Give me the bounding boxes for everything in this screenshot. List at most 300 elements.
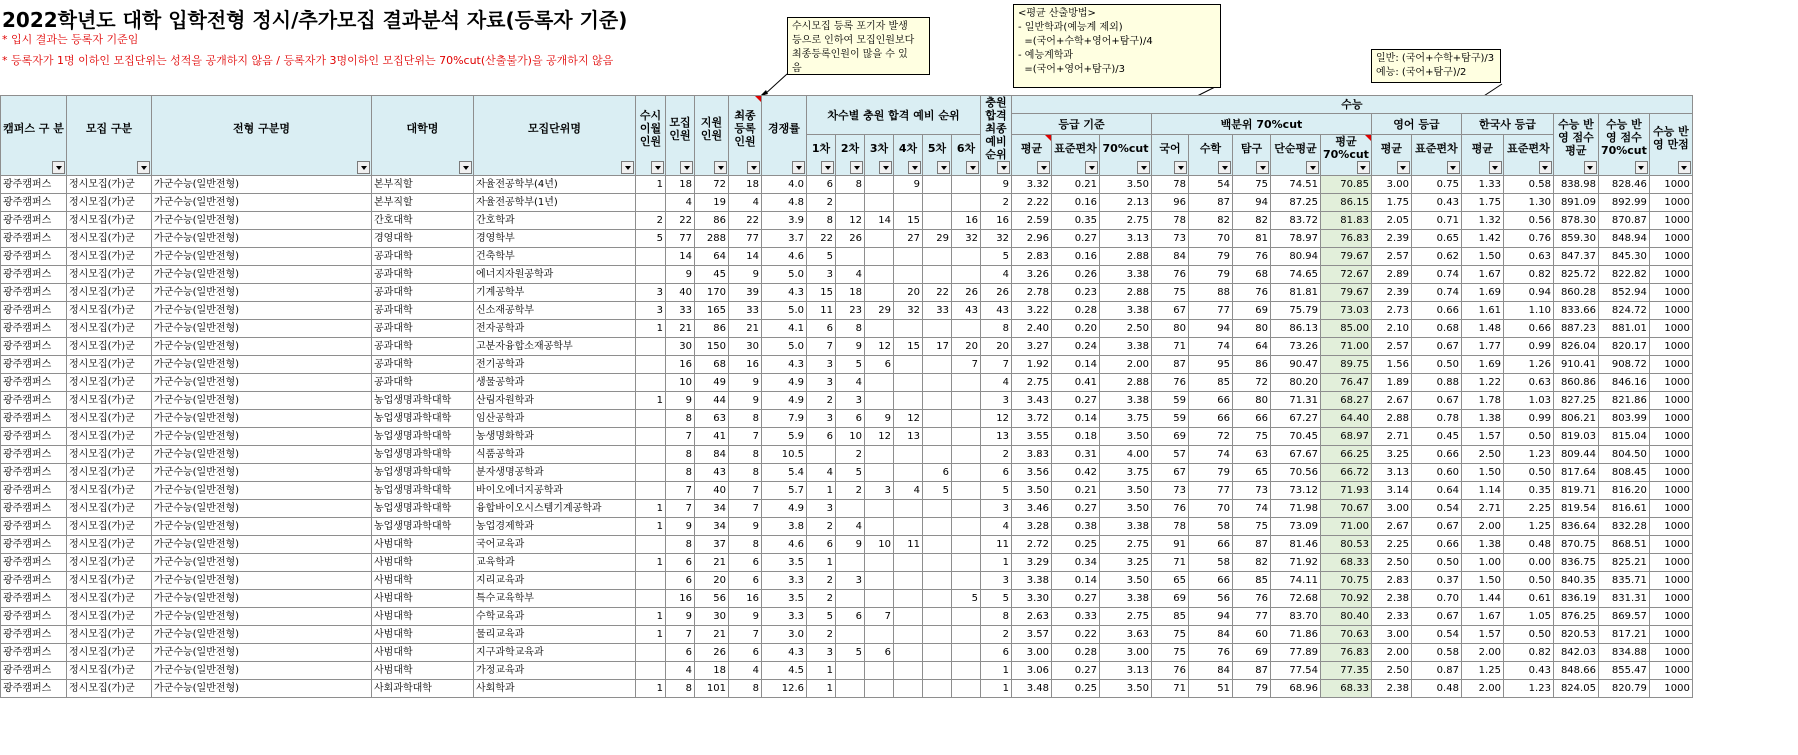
table-cell[interactable]: 10.5 bbox=[762, 446, 807, 464]
filter-dropdown-icon[interactable] bbox=[1218, 161, 1231, 174]
table-cell[interactable]: 0.26 bbox=[1052, 266, 1100, 284]
table-cell[interactable]: 74.65 bbox=[1271, 266, 1321, 284]
table-cell[interactable]: 72 bbox=[1189, 428, 1233, 446]
table-cell[interactable]: 사범대학 bbox=[372, 644, 474, 662]
table-cell[interactable]: 가군수능(일반전형) bbox=[152, 284, 372, 302]
table-cell[interactable]: 808.45 bbox=[1598, 464, 1649, 482]
table-cell[interactable]: 4.5 bbox=[762, 662, 807, 680]
table-cell[interactable]: 0.14 bbox=[1052, 356, 1100, 374]
table-cell[interactable]: 0.58 bbox=[1411, 644, 1461, 662]
table-cell[interactable]: 82 bbox=[1233, 212, 1271, 230]
table-cell[interactable]: 1.23 bbox=[1503, 446, 1553, 464]
table-cell[interactable]: 3.32 bbox=[1012, 176, 1052, 194]
table-cell[interactable]: 1000 bbox=[1649, 446, 1692, 464]
table-cell[interactable]: 광주캠퍼스 bbox=[1, 464, 67, 482]
table-cell[interactable] bbox=[836, 680, 865, 698]
table-cell[interactable]: 75 bbox=[1152, 626, 1189, 644]
table-cell[interactable] bbox=[865, 554, 894, 572]
table-cell[interactable]: 18 bbox=[729, 176, 762, 194]
table-cell[interactable] bbox=[923, 320, 952, 338]
table-cell[interactable]: 1000 bbox=[1649, 428, 1692, 446]
table-cell[interactable]: 0.99 bbox=[1503, 410, 1553, 428]
table-cell[interactable]: 3.38 bbox=[1100, 266, 1152, 284]
table-row[interactable] bbox=[1, 518, 1693, 536]
table-cell[interactable]: 6 bbox=[836, 608, 865, 626]
table-cell[interactable]: 2.05 bbox=[1371, 212, 1411, 230]
table-cell[interactable] bbox=[952, 536, 981, 554]
table-cell[interactable]: 819.54 bbox=[1553, 500, 1598, 518]
table-cell[interactable]: 859.30 bbox=[1553, 230, 1598, 248]
col-pct-inquiry[interactable]: 탐구 bbox=[1233, 135, 1271, 176]
table-cell[interactable]: 3.14 bbox=[1371, 482, 1411, 500]
table-cell[interactable]: 43 bbox=[952, 302, 981, 320]
table-cell[interactable]: 0.43 bbox=[1411, 194, 1461, 212]
table-cell[interactable] bbox=[952, 500, 981, 518]
table-row[interactable] bbox=[1, 194, 1693, 212]
table-cell[interactable]: 4.3 bbox=[762, 284, 807, 302]
table-cell[interactable]: 농업생명과학대학 bbox=[372, 464, 474, 482]
table-cell[interactable]: 3.9 bbox=[762, 212, 807, 230]
table-cell[interactable]: 사범대학 bbox=[372, 554, 474, 572]
table-cell[interactable]: 2.38 bbox=[1371, 680, 1411, 698]
table-cell[interactable] bbox=[636, 446, 666, 464]
filter-dropdown-icon[interactable] bbox=[651, 161, 664, 174]
table-cell[interactable]: 70.45 bbox=[1271, 428, 1321, 446]
table-cell[interactable]: 사범대학 bbox=[372, 590, 474, 608]
table-cell[interactable]: 광주캠퍼스 bbox=[1, 212, 67, 230]
table-cell[interactable] bbox=[636, 266, 666, 284]
table-cell[interactable]: 6 bbox=[923, 464, 952, 482]
table-cell[interactable]: 101 bbox=[695, 680, 729, 698]
table-cell[interactable]: 79 bbox=[1189, 266, 1233, 284]
table-cell[interactable] bbox=[923, 662, 952, 680]
table-cell[interactable]: 16 bbox=[666, 590, 695, 608]
table-cell[interactable]: 2 bbox=[981, 446, 1012, 464]
table-cell[interactable]: 7 bbox=[981, 356, 1012, 374]
table-cell[interactable]: 9 bbox=[894, 176, 923, 194]
table-cell[interactable]: 0.54 bbox=[1411, 500, 1461, 518]
filter-dropdown-icon[interactable] bbox=[621, 161, 634, 174]
table-cell[interactable]: 0.65 bbox=[1411, 230, 1461, 248]
table-cell[interactable]: 2.75 bbox=[1100, 212, 1152, 230]
table-cell[interactable]: 광주캠퍼스 bbox=[1, 266, 67, 284]
table-cell[interactable] bbox=[894, 608, 923, 626]
table-cell[interactable] bbox=[952, 428, 981, 446]
table-cell[interactable]: 7 bbox=[729, 500, 762, 518]
table-cell[interactable]: 4 bbox=[894, 482, 923, 500]
table-cell[interactable]: 14 bbox=[865, 212, 894, 230]
table-cell[interactable]: 1.69 bbox=[1461, 284, 1503, 302]
table-cell[interactable]: 0.27 bbox=[1052, 392, 1100, 410]
table-cell[interactable]: 4.8 bbox=[762, 194, 807, 212]
table-cell[interactable]: 4.6 bbox=[762, 248, 807, 266]
table-cell[interactable]: 5 bbox=[636, 230, 666, 248]
table-cell[interactable]: 79 bbox=[1189, 464, 1233, 482]
table-cell[interactable]: 0.76 bbox=[1503, 230, 1553, 248]
filter-dropdown-icon[interactable] bbox=[997, 161, 1010, 174]
table-cell[interactable] bbox=[952, 176, 981, 194]
table-cell[interactable]: 1000 bbox=[1649, 536, 1692, 554]
table-cell[interactable]: 56 bbox=[1189, 590, 1233, 608]
table-row[interactable] bbox=[1, 248, 1693, 266]
table-cell[interactable]: 2.13 bbox=[1100, 194, 1152, 212]
table-cell[interactable]: 교육학과 bbox=[474, 554, 636, 572]
table-cell[interactable]: 78 bbox=[1152, 176, 1189, 194]
table-cell[interactable]: 0.50 bbox=[1411, 356, 1461, 374]
table-cell[interactable]: 852.94 bbox=[1598, 284, 1649, 302]
table-cell[interactable]: 834.88 bbox=[1598, 644, 1649, 662]
table-cell[interactable]: 1.30 bbox=[1503, 194, 1553, 212]
table-cell[interactable]: 1000 bbox=[1649, 320, 1692, 338]
table-cell[interactable]: 80 bbox=[1233, 320, 1271, 338]
table-cell[interactable] bbox=[865, 464, 894, 482]
table-cell[interactable]: 0.28 bbox=[1052, 302, 1100, 320]
table-cell[interactable]: 3.25 bbox=[1100, 554, 1152, 572]
table-cell[interactable]: 0.67 bbox=[1411, 608, 1461, 626]
table-cell[interactable]: 90.47 bbox=[1271, 356, 1321, 374]
table-cell[interactable]: 95 bbox=[1189, 356, 1233, 374]
filter-dropdown-icon[interactable] bbox=[966, 161, 979, 174]
table-cell[interactable]: 824.05 bbox=[1553, 680, 1598, 698]
table-cell[interactable]: 79.67 bbox=[1321, 248, 1372, 266]
table-cell[interactable]: 74 bbox=[1189, 338, 1233, 356]
table-cell[interactable]: 29 bbox=[923, 230, 952, 248]
table-cell[interactable]: 80 bbox=[1233, 392, 1271, 410]
table-cell[interactable] bbox=[865, 500, 894, 518]
table-cell[interactable]: 85.00 bbox=[1321, 320, 1372, 338]
table-cell[interactable]: 1000 bbox=[1649, 230, 1692, 248]
table-cell[interactable]: 0.27 bbox=[1052, 230, 1100, 248]
table-cell[interactable]: 0.42 bbox=[1052, 464, 1100, 482]
table-cell[interactable]: 1.92 bbox=[1012, 356, 1052, 374]
table-cell[interactable]: 8 bbox=[729, 680, 762, 698]
table-cell[interactable]: 0.50 bbox=[1503, 572, 1553, 590]
table-row[interactable] bbox=[1, 446, 1693, 464]
table-row[interactable] bbox=[1, 176, 1693, 194]
table-cell[interactable]: 물리교육과 bbox=[474, 626, 636, 644]
table-cell[interactable]: 0.24 bbox=[1052, 338, 1100, 356]
table-cell[interactable]: 3.30 bbox=[1012, 590, 1052, 608]
table-cell[interactable]: 1.32 bbox=[1461, 212, 1503, 230]
table-cell[interactable]: 4 bbox=[981, 374, 1012, 392]
table-cell[interactable]: 사범대학 bbox=[372, 608, 474, 626]
table-cell[interactable]: 1.75 bbox=[1461, 194, 1503, 212]
table-cell[interactable] bbox=[923, 194, 952, 212]
table-cell[interactable]: 7 bbox=[666, 500, 695, 518]
table-cell[interactable]: 3.7 bbox=[762, 230, 807, 248]
table-cell[interactable]: 0.68 bbox=[1411, 320, 1461, 338]
table-cell[interactable]: 20 bbox=[952, 338, 981, 356]
table-cell[interactable]: 1 bbox=[636, 392, 666, 410]
table-cell[interactable]: 13 bbox=[981, 428, 1012, 446]
table-cell[interactable]: 수학교육과 bbox=[474, 608, 636, 626]
table-cell[interactable]: 75 bbox=[1152, 644, 1189, 662]
table-cell[interactable]: 1 bbox=[807, 554, 836, 572]
table-cell[interactable]: 71.00 bbox=[1321, 518, 1372, 536]
table-cell[interactable]: 2.50 bbox=[1371, 554, 1411, 572]
table-cell[interactable]: 70.85 bbox=[1321, 176, 1372, 194]
table-cell[interactable] bbox=[952, 248, 981, 266]
table-cell[interactable]: 1000 bbox=[1649, 500, 1692, 518]
filter-dropdown-icon[interactable] bbox=[850, 161, 863, 174]
table-cell[interactable]: 30 bbox=[695, 608, 729, 626]
table-cell[interactable]: 11 bbox=[981, 536, 1012, 554]
table-cell[interactable]: 4 bbox=[981, 518, 1012, 536]
table-row[interactable] bbox=[1, 230, 1693, 248]
table-cell[interactable]: 820.79 bbox=[1598, 680, 1649, 698]
col-ratio[interactable]: 경쟁률 bbox=[762, 96, 807, 176]
table-cell[interactable]: 3 bbox=[636, 302, 666, 320]
table-cell[interactable]: 8 bbox=[729, 410, 762, 428]
table-cell[interactable]: 14 bbox=[729, 248, 762, 266]
table-cell[interactable]: 0.82 bbox=[1503, 266, 1553, 284]
table-cell[interactable]: 77 bbox=[666, 230, 695, 248]
table-cell[interactable]: 4 bbox=[807, 464, 836, 482]
col-college[interactable]: 대학명 bbox=[372, 96, 474, 176]
table-cell[interactable]: 1000 bbox=[1649, 608, 1692, 626]
table-cell[interactable]: 73 bbox=[1233, 482, 1271, 500]
table-cell[interactable]: 정시모집(가)군 bbox=[67, 428, 152, 446]
table-cell[interactable] bbox=[836, 590, 865, 608]
table-cell[interactable]: 6 bbox=[729, 554, 762, 572]
table-cell[interactable]: 1 bbox=[981, 662, 1012, 680]
table-cell[interactable]: 76 bbox=[1189, 644, 1233, 662]
table-cell[interactable] bbox=[952, 464, 981, 482]
table-cell[interactable]: 870.75 bbox=[1553, 536, 1598, 554]
table-cell[interactable]: 3.0 bbox=[762, 626, 807, 644]
table-row[interactable] bbox=[1, 608, 1693, 626]
table-cell[interactable]: 0.67 bbox=[1411, 518, 1461, 536]
table-cell[interactable]: 2.50 bbox=[1461, 446, 1503, 464]
table-cell[interactable]: 1.00 bbox=[1461, 554, 1503, 572]
table-cell[interactable]: 71.31 bbox=[1271, 392, 1321, 410]
table-cell[interactable]: 77.54 bbox=[1271, 662, 1321, 680]
table-cell[interactable]: 0.67 bbox=[1411, 392, 1461, 410]
table-cell[interactable]: 가정교육과 bbox=[474, 662, 636, 680]
table-row[interactable] bbox=[1, 680, 1693, 698]
table-cell[interactable]: 847.37 bbox=[1553, 248, 1598, 266]
table-cell[interactable]: 71 bbox=[1152, 338, 1189, 356]
table-cell[interactable]: 0.74 bbox=[1411, 266, 1461, 284]
table-cell[interactable]: 20 bbox=[981, 338, 1012, 356]
table-cell[interactable]: 860.86 bbox=[1553, 374, 1598, 392]
table-cell[interactable]: 8 bbox=[981, 608, 1012, 626]
table-cell[interactable]: 본부직할 bbox=[372, 194, 474, 212]
table-cell[interactable]: 1 bbox=[981, 554, 1012, 572]
table-cell[interactable]: 1000 bbox=[1649, 590, 1692, 608]
table-cell[interactable]: 가군수능(일반전형) bbox=[152, 446, 372, 464]
table-cell[interactable]: 가군수능(일반전형) bbox=[152, 626, 372, 644]
table-cell[interactable]: 4.0 bbox=[762, 176, 807, 194]
table-cell[interactable]: 5.0 bbox=[762, 338, 807, 356]
table-row[interactable] bbox=[1, 662, 1693, 680]
table-cell[interactable]: 정시모집(가)군 bbox=[67, 212, 152, 230]
table-cell[interactable]: 광주캠퍼스 bbox=[1, 356, 67, 374]
table-cell[interactable]: 광주캠퍼스 bbox=[1, 626, 67, 644]
table-cell[interactable]: 66.25 bbox=[1321, 446, 1372, 464]
table-cell[interactable]: 16 bbox=[666, 356, 695, 374]
table-cell[interactable]: 6 bbox=[981, 464, 1012, 482]
table-cell[interactable]: 3.29 bbox=[1012, 554, 1052, 572]
table-cell[interactable]: 288 bbox=[695, 230, 729, 248]
table-cell[interactable]: 정시모집(가)군 bbox=[67, 572, 152, 590]
table-cell[interactable]: 2 bbox=[807, 590, 836, 608]
table-cell[interactable]: 2.59 bbox=[1012, 212, 1052, 230]
table-cell[interactable]: 가군수능(일반전형) bbox=[152, 320, 372, 338]
table-cell[interactable]: 0.34 bbox=[1052, 554, 1100, 572]
table-cell[interactable]: 전자공학과 bbox=[474, 320, 636, 338]
col-eng-sd[interactable]: 표준편차 bbox=[1411, 135, 1461, 176]
table-cell[interactable]: 0.50 bbox=[1503, 464, 1553, 482]
table-cell[interactable] bbox=[923, 428, 952, 446]
table-cell[interactable]: 1000 bbox=[1649, 248, 1692, 266]
table-cell[interactable]: 836.19 bbox=[1553, 590, 1598, 608]
table-cell[interactable]: 0.22 bbox=[1052, 626, 1100, 644]
table-cell[interactable]: 9 bbox=[729, 392, 762, 410]
filter-dropdown-icon[interactable] bbox=[1256, 161, 1269, 174]
table-cell[interactable]: 정시모집(가)군 bbox=[67, 176, 152, 194]
table-cell[interactable]: 832.28 bbox=[1598, 518, 1649, 536]
table-cell[interactable]: 77.35 bbox=[1321, 662, 1372, 680]
table-cell[interactable] bbox=[865, 626, 894, 644]
table-cell[interactable]: 94 bbox=[1189, 608, 1233, 626]
table-cell[interactable]: 69 bbox=[1233, 302, 1271, 320]
table-cell[interactable]: 분자생명공학과 bbox=[474, 464, 636, 482]
table-cell[interactable]: 0.21 bbox=[1052, 176, 1100, 194]
table-cell[interactable]: 0.64 bbox=[1411, 482, 1461, 500]
table-cell[interactable]: 4 bbox=[666, 194, 695, 212]
table-cell[interactable] bbox=[865, 680, 894, 698]
table-cell[interactable]: 본부직할 bbox=[372, 176, 474, 194]
table-cell[interactable]: 87.25 bbox=[1271, 194, 1321, 212]
table-row[interactable] bbox=[1, 302, 1693, 320]
table-cell[interactable]: 70.63 bbox=[1321, 626, 1372, 644]
table-cell[interactable] bbox=[894, 446, 923, 464]
table-cell[interactable]: 825.72 bbox=[1553, 266, 1598, 284]
table-row[interactable] bbox=[1, 374, 1693, 392]
table-cell[interactable]: 22 bbox=[807, 230, 836, 248]
table-cell[interactable] bbox=[952, 482, 981, 500]
table-cell[interactable]: 3 bbox=[807, 410, 836, 428]
table-cell[interactable]: 9 bbox=[666, 518, 695, 536]
table-cell[interactable]: 농업생명과학대학 bbox=[372, 428, 474, 446]
table-cell[interactable]: 71.86 bbox=[1271, 626, 1321, 644]
table-cell[interactable]: 5.9 bbox=[762, 428, 807, 446]
table-cell[interactable]: 1.25 bbox=[1503, 518, 1553, 536]
col-type[interactable]: 전형 구분명 bbox=[152, 96, 372, 176]
table-cell[interactable]: 5 bbox=[952, 590, 981, 608]
table-cell[interactable]: 842.03 bbox=[1553, 644, 1598, 662]
table-cell[interactable]: 81 bbox=[1233, 230, 1271, 248]
table-cell[interactable]: 공과대학 bbox=[372, 266, 474, 284]
table-cell[interactable]: 1.89 bbox=[1371, 374, 1411, 392]
table-cell[interactable] bbox=[865, 446, 894, 464]
table-cell[interactable]: 7 bbox=[807, 338, 836, 356]
table-cell[interactable]: 3.56 bbox=[1012, 464, 1052, 482]
table-cell[interactable]: 2 bbox=[807, 626, 836, 644]
table-cell[interactable]: 가군수능(일반전형) bbox=[152, 608, 372, 626]
table-cell[interactable]: 4.9 bbox=[762, 374, 807, 392]
table-cell[interactable]: 3 bbox=[636, 284, 666, 302]
table-cell[interactable]: 1.42 bbox=[1461, 230, 1503, 248]
table-cell[interactable]: 76 bbox=[1152, 662, 1189, 680]
table-cell[interactable]: 1 bbox=[807, 482, 836, 500]
table-cell[interactable]: 68 bbox=[695, 356, 729, 374]
table-cell[interactable]: 0.87 bbox=[1411, 662, 1461, 680]
table-cell[interactable]: 804.50 bbox=[1598, 446, 1649, 464]
table-cell[interactable]: 9 bbox=[729, 518, 762, 536]
table-cell[interactable]: 1.67 bbox=[1461, 608, 1503, 626]
table-cell[interactable]: 820.17 bbox=[1598, 338, 1649, 356]
table-cell[interactable]: 13 bbox=[894, 428, 923, 446]
table-cell[interactable]: 59 bbox=[1152, 410, 1189, 428]
table-cell[interactable]: 73.09 bbox=[1271, 518, 1321, 536]
table-cell[interactable]: 1 bbox=[636, 176, 666, 194]
table-cell[interactable]: 3.75 bbox=[1100, 410, 1152, 428]
table-cell[interactable]: 바이오에너지공학과 bbox=[474, 482, 636, 500]
table-cell[interactable]: 0.50 bbox=[1503, 428, 1553, 446]
table-cell[interactable]: 가군수능(일반전형) bbox=[152, 212, 372, 230]
col-grade-70cut[interactable]: 70%cut bbox=[1100, 135, 1152, 176]
table-cell[interactable]: 96 bbox=[1152, 194, 1189, 212]
table-cell[interactable]: 32 bbox=[952, 230, 981, 248]
table-cell[interactable]: 0.45 bbox=[1411, 428, 1461, 446]
table-cell[interactable]: 76.47 bbox=[1321, 374, 1372, 392]
table-cell[interactable]: 1.57 bbox=[1461, 428, 1503, 446]
table-cell[interactable]: 826.04 bbox=[1553, 338, 1598, 356]
table-cell[interactable]: 32 bbox=[981, 230, 1012, 248]
table-cell[interactable]: 66 bbox=[1189, 410, 1233, 428]
table-cell[interactable]: 0.58 bbox=[1503, 176, 1553, 194]
table-cell[interactable]: 가군수능(일반전형) bbox=[152, 518, 372, 536]
table-cell[interactable]: 2.25 bbox=[1503, 500, 1553, 518]
table-cell[interactable]: 3.22 bbox=[1012, 302, 1052, 320]
table-cell[interactable]: 2.10 bbox=[1371, 320, 1411, 338]
table-cell[interactable]: 77.89 bbox=[1271, 644, 1321, 662]
table-cell[interactable]: 3.5 bbox=[762, 554, 807, 572]
table-cell[interactable]: 1000 bbox=[1649, 554, 1692, 572]
table-cell[interactable]: 868.51 bbox=[1598, 536, 1649, 554]
table-cell[interactable]: 0.63 bbox=[1503, 248, 1553, 266]
col-round-3[interactable]: 3차 bbox=[865, 135, 894, 176]
table-cell[interactable]: 6 bbox=[865, 644, 894, 662]
table-cell[interactable]: 64 bbox=[1233, 338, 1271, 356]
table-cell[interactable]: 876.25 bbox=[1553, 608, 1598, 626]
table-cell[interactable] bbox=[923, 572, 952, 590]
table-cell[interactable] bbox=[894, 500, 923, 518]
table-cell[interactable]: 농업생명과학대학 bbox=[372, 482, 474, 500]
table-cell[interactable]: 820.53 bbox=[1553, 626, 1598, 644]
table-cell[interactable]: 광주캠퍼스 bbox=[1, 392, 67, 410]
table-cell[interactable]: 1000 bbox=[1649, 212, 1692, 230]
table-cell[interactable]: 0.50 bbox=[1411, 554, 1461, 572]
table-cell[interactable]: 16 bbox=[981, 212, 1012, 230]
table-cell[interactable]: 광주캠퍼스 bbox=[1, 662, 67, 680]
table-cell[interactable]: 0.28 bbox=[1052, 644, 1100, 662]
col-eng-avg[interactable]: 평균 bbox=[1371, 135, 1411, 176]
filter-dropdown-icon[interactable] bbox=[1037, 161, 1050, 174]
filter-dropdown-icon[interactable] bbox=[747, 161, 760, 174]
table-cell[interactable]: 40 bbox=[666, 284, 695, 302]
table-cell[interactable]: 821.86 bbox=[1598, 392, 1649, 410]
table-cell[interactable]: 69 bbox=[1152, 428, 1189, 446]
table-cell[interactable]: 71 bbox=[1152, 554, 1189, 572]
table-cell[interactable] bbox=[865, 266, 894, 284]
table-cell[interactable] bbox=[836, 194, 865, 212]
table-cell[interactable]: 94 bbox=[1189, 320, 1233, 338]
table-cell[interactable]: 26 bbox=[836, 230, 865, 248]
table-cell[interactable]: 11 bbox=[894, 536, 923, 554]
